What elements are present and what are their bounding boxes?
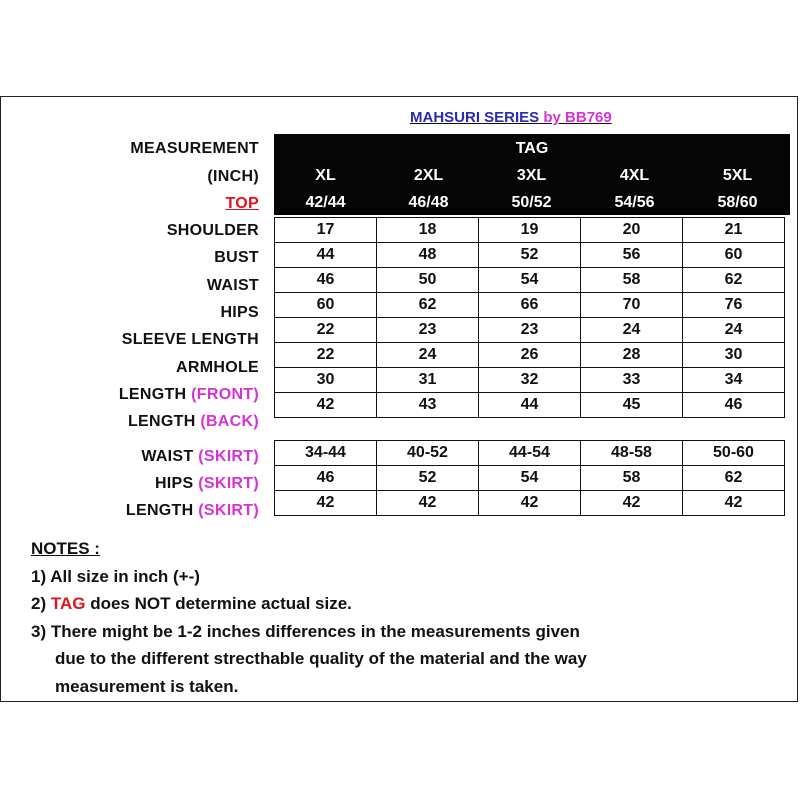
table-cell: 42: [581, 491, 683, 516]
table-cell: 22: [275, 343, 377, 368]
table-row: [275, 268, 785, 293]
table-cell: 31: [377, 368, 479, 393]
table-row: [275, 243, 785, 268]
table-cell: 66: [479, 293, 581, 318]
table-cell: 43: [377, 393, 479, 418]
row-label: LENGTH (SKIRT): [125, 502, 259, 519]
note-3-line-3: measurement is taken.: [55, 676, 239, 696]
table-cell: 42: [275, 393, 377, 418]
row-label: ARMHOLE: [176, 358, 259, 376]
row-label: HIPS: [220, 303, 259, 321]
row-label-qualifier: (SKIRT): [198, 448, 259, 465]
top-measurement-table: [274, 217, 785, 418]
row-label-qualifier: (BACK): [200, 413, 259, 431]
table-cell: 26: [479, 343, 581, 368]
tag-range-header: 54/56: [614, 194, 655, 211]
table-cell: 58: [581, 466, 683, 491]
tag-range-header: 46/48: [408, 194, 449, 211]
tag-title: TAG: [515, 140, 549, 157]
table-cell: 42: [377, 491, 479, 516]
table-cell: 52: [377, 466, 479, 491]
row-label: SHOULDER: [166, 222, 259, 239]
table-cell: 48-58: [581, 441, 683, 466]
inch-label: (INCH): [207, 168, 259, 185]
row-label: BUST: [214, 249, 259, 267]
table-cell: 48: [377, 243, 479, 268]
note-2: 2) TAG does NOT determine actual size.: [31, 594, 352, 613]
table-cell: 18: [377, 218, 479, 243]
table-row: [275, 218, 785, 243]
notes-section: [31, 535, 587, 700]
tag-range-header: 50/52: [511, 194, 552, 211]
table-cell: 50-60: [683, 441, 785, 466]
table-row: [275, 393, 785, 418]
skirt-measurement-table: [274, 440, 785, 516]
table-cell: 42: [479, 491, 581, 516]
chart-title: [410, 109, 612, 126]
table-cell: 28: [581, 343, 683, 368]
table-row: [275, 293, 785, 318]
table-cell: 46: [275, 268, 377, 293]
table-cell: 62: [683, 466, 785, 491]
table-cell: 20: [581, 218, 683, 243]
table-cell: 54: [479, 466, 581, 491]
tag-range-header: 42/44: [305, 194, 346, 211]
table-cell: 58: [581, 268, 683, 293]
row-label: WAIST: [206, 276, 259, 294]
size-header: 2XL: [413, 167, 444, 184]
table-cell: 62: [377, 293, 479, 318]
table-cell: 52: [479, 243, 581, 268]
table-row: [275, 441, 785, 466]
table-cell: 24: [683, 318, 785, 343]
table-row: [275, 318, 785, 343]
size-header: 4XL: [619, 167, 650, 184]
title-series: MAHSURI SERIES: [410, 109, 540, 126]
size-chart-sheet: [0, 96, 798, 702]
measurement-label: MEASUREMENT: [130, 140, 259, 157]
row-label: SLEEVE LENGTH: [121, 331, 259, 349]
table-cell: 44: [275, 243, 377, 268]
table-cell: 33: [581, 368, 683, 393]
table-cell: 42: [683, 491, 785, 516]
size-header: XL: [315, 167, 336, 184]
notes-heading: NOTES :: [31, 539, 100, 558]
row-label-qualifier: (SKIRT): [198, 502, 259, 519]
table-cell: 23: [479, 318, 581, 343]
size-header: 3XL: [516, 167, 547, 184]
table-cell: 76: [683, 293, 785, 318]
table-cell: 50: [377, 268, 479, 293]
row-label: LENGTH (FRONT): [118, 385, 259, 403]
table-cell: 45: [581, 393, 683, 418]
note-1: 1) All size in inch (+-): [31, 566, 200, 586]
table-row: [275, 466, 785, 491]
table-cell: 19: [479, 218, 581, 243]
top-label: TOP: [225, 195, 259, 212]
table-cell: 34: [683, 368, 785, 393]
table-cell: 46: [683, 393, 785, 418]
table-cell: 24: [377, 343, 479, 368]
title-by: by BB769: [543, 109, 612, 126]
table-cell: 23: [377, 318, 479, 343]
tag-range-header: 58/60: [717, 194, 758, 211]
table-row: [275, 491, 785, 516]
table-cell: 62: [683, 268, 785, 293]
table-cell: 70: [581, 293, 683, 318]
note-3-line-2: due to the different strecthable quality of the material and the way: [55, 649, 587, 668]
row-label: HIPS (SKIRT): [154, 475, 259, 492]
table-cell: 60: [275, 293, 377, 318]
table-cell: 56: [581, 243, 683, 268]
table-cell: 44: [479, 393, 581, 418]
table-cell: 32: [479, 368, 581, 393]
row-label: LENGTH (BACK): [127, 413, 259, 431]
row-label-qualifier: (FRONT): [191, 385, 259, 403]
table-cell: 17: [275, 218, 377, 243]
table-cell: 30: [683, 343, 785, 368]
note-2-tag: TAG: [50, 594, 86, 613]
table-cell: 21: [683, 218, 785, 243]
table-cell: 44-54: [479, 441, 581, 466]
table-cell: 34-44: [275, 441, 377, 466]
table-cell: 54: [479, 268, 581, 293]
table-cell: 46: [275, 466, 377, 491]
table-cell: 30: [275, 368, 377, 393]
table-row: [275, 343, 785, 368]
row-label: WAIST (SKIRT): [141, 448, 259, 465]
table-cell: 60: [683, 243, 785, 268]
note-3-line-1: 3) There might be 1-2 inches differences in the measurements given: [31, 621, 580, 641]
table-cell: 22: [275, 318, 377, 343]
table-row: [275, 368, 785, 393]
size-header: 5XL: [722, 167, 753, 184]
row-label-qualifier: (SKIRT): [198, 475, 259, 492]
tag-header: [274, 134, 790, 215]
table-cell: 24: [581, 318, 683, 343]
table-cell: 42: [275, 491, 377, 516]
table-cell: 40-52: [377, 441, 479, 466]
